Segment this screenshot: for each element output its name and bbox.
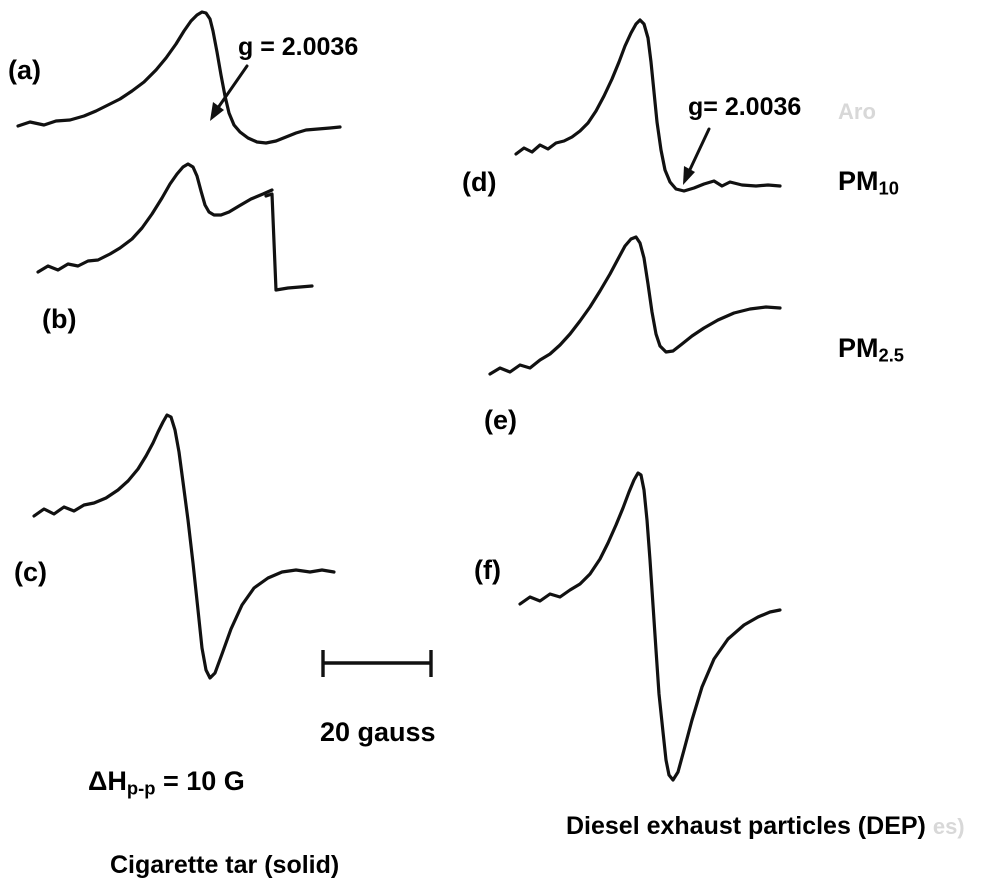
linewidth-label [88, 767, 245, 799]
panel-label-a: (a) [8, 55, 41, 85]
trace-c [34, 415, 334, 678]
pm10-subscript: 10 [878, 177, 899, 199]
caption-right-text: Diesel exhaust particles (DEP) [566, 812, 926, 840]
g-value-label-right: g= 2.0036 [688, 93, 802, 121]
caption-right [566, 813, 965, 841]
panel-label-f: (f) [474, 555, 501, 585]
g-value-label-left: g = 2.0036 [238, 33, 359, 61]
pm25-main: PM [838, 333, 879, 363]
trace-b-tail [266, 194, 312, 290]
pm25-subscript: 2.5 [878, 344, 905, 366]
g-arrow-right [686, 129, 709, 178]
panel-label-e: (e) [484, 405, 517, 435]
trace-e [490, 237, 780, 374]
g-arrow-right-head [683, 166, 695, 185]
panel-label-c: (c) [14, 557, 47, 587]
caption-right-ghost: es) [932, 814, 965, 839]
pm10-main: PM [838, 166, 879, 196]
linewidth-subscript: p-p [126, 777, 156, 799]
pm10-label [838, 167, 899, 199]
linewidth-value: = 10 G [155, 766, 245, 796]
trace-b [38, 164, 272, 272]
panel-label-b: (b) [42, 304, 77, 334]
caption-left: Cigarette tar (solid) [110, 851, 340, 879]
panel-label-d: (d) [462, 167, 497, 197]
ghost-text-top-right: Aro [838, 99, 876, 124]
pm25-label [838, 334, 904, 366]
g-arrow-left [213, 66, 247, 115]
scale-bar [322, 650, 432, 677]
trace-a [18, 12, 340, 143]
g-arrow-left-head [210, 102, 224, 121]
trace-f [520, 473, 780, 780]
scale-bar-label: 20 gauss [320, 717, 436, 747]
linewidth-main: ΔH [88, 766, 127, 796]
